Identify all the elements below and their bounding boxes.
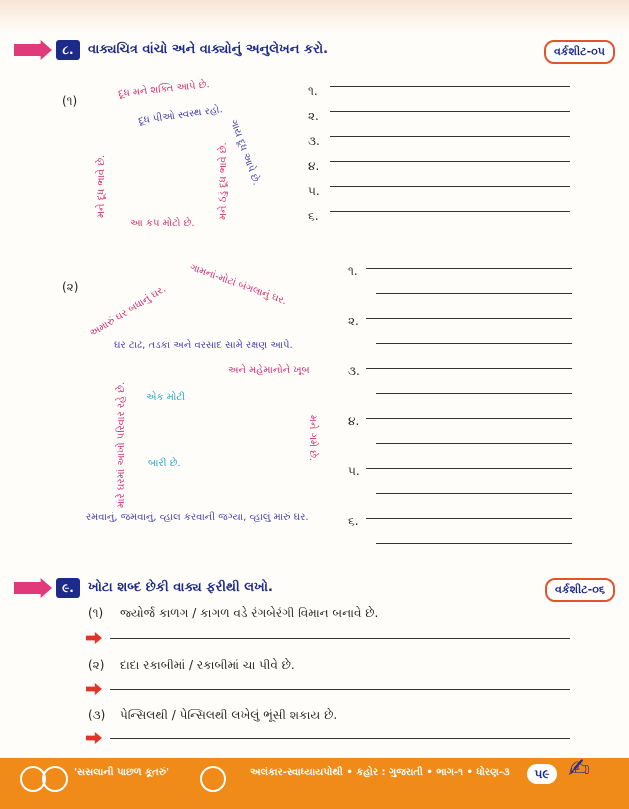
list2-num-4: ૪. — [348, 414, 360, 428]
part-1-label: (૧) — [62, 94, 78, 108]
answer-line[interactable] — [376, 393, 572, 394]
answer-line[interactable] — [110, 638, 570, 639]
house-roof-left: અમારું ઘર બધાનું ઘર. — [88, 283, 168, 340]
answer-line[interactable] — [376, 343, 572, 344]
section-number: ૮. — [56, 40, 80, 60]
question-1-num: (૧) — [88, 606, 104, 620]
house-window-2: બારી છે. — [148, 458, 181, 469]
list1-num-6: ૬. — [308, 209, 319, 223]
answer-line[interactable] — [330, 86, 570, 87]
worksheet-badge: વર્કશીટ-૦૫ — [544, 40, 615, 64]
section-9-header — [0, 578, 629, 600]
write-arrow-icon — [86, 632, 102, 644]
cup-text-5: આ કપ મોટો છે. — [130, 218, 195, 229]
top-band — [0, 0, 629, 34]
answer-line[interactable] — [366, 268, 572, 269]
answer-line[interactable] — [330, 136, 570, 137]
list1-num-1: ૧. — [308, 84, 318, 98]
worksheet-badge: વર્કશીટ-૦૬ — [545, 578, 615, 602]
answer-line[interactable] — [110, 738, 570, 739]
answer-line[interactable] — [366, 318, 572, 319]
section-arrow-icon — [14, 40, 52, 60]
list2-num-2: ૨. — [348, 314, 359, 328]
question-2-text: દાદા રકાબીમાં / રકાબીમાં ચા પીવે છે. — [120, 658, 295, 672]
answer-line[interactable] — [330, 111, 570, 112]
cup-text-6: મને ઠંડું દૂધ ભાવે છે. — [218, 142, 229, 220]
list2-num-6: ૬. — [348, 514, 359, 528]
cup-text-4: ગાય દૂધ આપે છે. — [227, 118, 262, 187]
write-arrow-icon — [86, 732, 102, 744]
list2-num-5: ૫. — [348, 464, 360, 478]
answer-line[interactable] — [366, 468, 572, 469]
house-roof-right: ગામનાં-મોટાં બંગલાનું ઘર. — [188, 262, 289, 308]
house-window-1: એક મોટી — [146, 392, 186, 403]
house-bottom: રમવાનું, જમવાનું, વ્હાલ કરવાની જગ્યા, વ્હાલું મારું ઘર. — [86, 512, 309, 523]
section-arrow-icon — [14, 578, 52, 598]
list1-num-2: ૨. — [308, 109, 319, 123]
section-number: ૯. — [56, 578, 80, 598]
list2-num-1: ૧. — [348, 264, 358, 278]
child-writing-icon: ✍ — [568, 754, 590, 784]
question-2-num: (૨) — [88, 658, 105, 672]
section-title: વાક્યચિત્ર વાંચો અને વાક્યોનું અનુલેખન કરો. — [88, 42, 329, 57]
list1-num-4: ૪. — [308, 159, 320, 173]
question-1-text: જ્યોર્જ કાળગ / કાગળ વડે રંગબેરંગી વિમાન બનાવે છે. — [120, 606, 379, 620]
section-title: ખોટા શબ્દ છેકી વાક્ય ફરીથી લખો. — [88, 580, 273, 595]
answer-line[interactable] — [330, 186, 570, 187]
cup-text-2: દૂધ પીઓ સ્વસ્થ રહો. — [137, 104, 224, 127]
answer-line[interactable] — [376, 493, 572, 494]
part-2-label: (૨) — [62, 280, 79, 294]
page-number: ૫૯ — [527, 764, 557, 784]
write-arrow-icon — [86, 683, 102, 695]
answer-line[interactable] — [376, 293, 572, 294]
list1-num-5: ૫. — [308, 184, 320, 198]
section-8-header — [0, 40, 629, 62]
question-3-text: પેન્સિલથી / પેન્સિલથી લખેલું ભૂંસી શકાય છે. — [120, 708, 338, 722]
question-3-num: (૩) — [88, 708, 106, 722]
decor-circle-icon — [200, 766, 226, 792]
answer-line[interactable] — [376, 443, 572, 444]
house-line-1: ઘર ટાઢ, તડકા અને વરસાદ સામે રક્ષણ આપે. — [114, 340, 293, 351]
answer-line[interactable] — [110, 689, 570, 690]
list1-num-3: ૩. — [308, 134, 320, 148]
answer-line[interactable] — [366, 518, 572, 519]
answer-line[interactable] — [366, 368, 572, 369]
cup-text-3: મને દૂધ ભાવે છે. — [96, 154, 107, 218]
footer-story-title: 'સસલાની પાછળ કૂતરું' — [74, 767, 170, 778]
footer-book-info: અલંકાર-સ્વાધ્યાયપોથી • કહોર : ગુજરાતી • ભાગ-૧ • ધોરણ-૩ — [250, 767, 510, 778]
house-line-2: અને મહેમાનોને ખૂબ — [228, 365, 310, 376]
answer-line[interactable] — [330, 161, 570, 162]
cup-word-picture — [90, 75, 300, 245]
decor-circle-icon — [42, 766, 68, 792]
answer-line[interactable] — [366, 418, 572, 419]
answer-line[interactable] — [330, 211, 570, 212]
house-side: મને ગમે છે. — [307, 415, 318, 462]
list2-num-3: ૩. — [348, 364, 360, 378]
cup-text-1: દૂધ મને શક્તિ આપે છે. — [117, 79, 211, 100]
house-left-wall: મારે ઘરમાં આખો પરિવાર રહે છે. — [116, 381, 127, 508]
answer-line[interactable] — [376, 543, 572, 544]
